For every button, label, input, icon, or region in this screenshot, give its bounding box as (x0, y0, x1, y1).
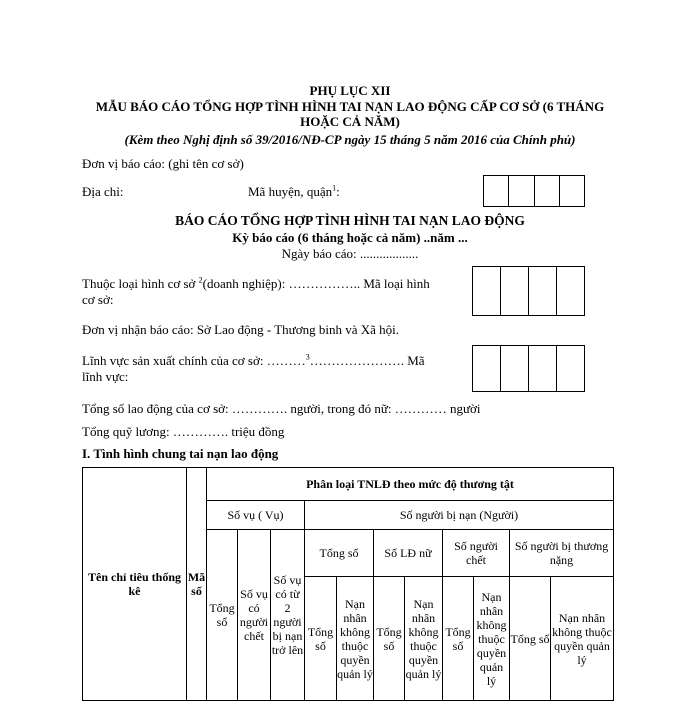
appendix-label: PHỤ LỤC XII (309, 83, 391, 98)
subheader-not-managed: Nạn nhân không thuộc quyền quản lý (474, 577, 510, 701)
address-label: Địa chỉ: (82, 184, 124, 199)
header-cases-total: Tổng số (207, 530, 238, 701)
header-fatal-cases: Số vụ có người chết (238, 530, 271, 701)
header-victims: Số người bị nạn (Người) (305, 501, 614, 530)
reporting-unit: Đơn vị báo cáo: (ghi tên cơ sở) (82, 156, 244, 171)
field-code-boxes[interactable] (472, 345, 585, 392)
form-title-line1: MẪU BÁO CÁO TỔNG HỢP TÌNH HÌNH TAI NẠN LAO ĐỘNG CẤP CƠ SỞ (6 THÁNG (95, 99, 605, 114)
facility-type-label-cont: cơ sở: (82, 292, 114, 307)
district-code-boxes[interactable] (483, 175, 585, 207)
production-field-label-cont: lĩnh vực: (82, 369, 129, 384)
decree-reference: (Kèm theo Nghị định số 39/2016/NĐ-CP ngày 15 tháng 5 năm 2016 của Chính phủ) (124, 132, 576, 147)
report-date: Ngày báo cáo: .................. (281, 246, 419, 261)
col-indicator-name: Tên chỉ tiêu thống kê (83, 468, 187, 701)
subheader-not-managed: Nạn nhân không thuộc quyền quản lý (337, 577, 374, 701)
header-deaths: Số người chết (443, 530, 510, 577)
production-field-label: Lĩnh vực sản xuất chính của cơ sở: ………$^3$…………………. Mã (82, 352, 425, 368)
subheader-total: Tổng số (374, 577, 405, 701)
col-code: Mã số (187, 468, 207, 701)
report-period: Kỳ báo cáo (6 tháng hoặc cả năm) ..năm ... (232, 230, 468, 245)
accident-statistics-table (82, 467, 614, 701)
receiving-unit: Đơn vị nhận báo cáo: Sở Lao động - Thương binh và Xã hội. (82, 322, 399, 337)
subheader-total: Tổng số (305, 577, 337, 701)
facility-type-label: Thuộc loại hình cơ sở $^2$(doanh nghiệp): …………….. Mã loại hình (82, 275, 430, 291)
total-workers: Tổng số lao động của cơ sở: …………. người, trong đó nữ: ………… người (82, 401, 481, 416)
group-header-injury-classification: Phân loại TNLĐ theo mức độ thương tật (207, 468, 614, 501)
header-multi-victim-cases: Số vụ có từ 2 người bị nạn trở lên (271, 530, 305, 701)
report-title: BÁO CÁO TỔNG HỢP TÌNH HÌNH TAI NẠN LAO ĐỘNG (175, 213, 525, 228)
form-title-line2: HOẶC CẢ NĂM) (300, 114, 400, 129)
subheader-total: Tổng số (510, 577, 551, 701)
subheader-not-managed: Nạn nhân không thuộc quyền quản lý (405, 577, 443, 701)
facility-type-code-boxes[interactable] (472, 266, 585, 316)
subheader-not-managed: Nạn nhân không thuộc quyền quản lý (551, 577, 614, 701)
subheader-total: Tổng số (443, 577, 474, 701)
total-payroll: Tổng quỹ lương: …………. triệu đồng (82, 424, 285, 439)
section-1-heading: I. Tình hình chung tai nạn lao động (82, 446, 279, 461)
header-victims-total: Tổng số (305, 530, 374, 577)
district-code-label: Mã huyện, quận$^1$: (248, 183, 340, 199)
header-cases: Số vụ ( Vụ) (207, 501, 305, 530)
header-serious-injuries: Số người bị thương nặng (510, 530, 614, 577)
header-female-workers: Số LĐ nữ (374, 530, 443, 577)
